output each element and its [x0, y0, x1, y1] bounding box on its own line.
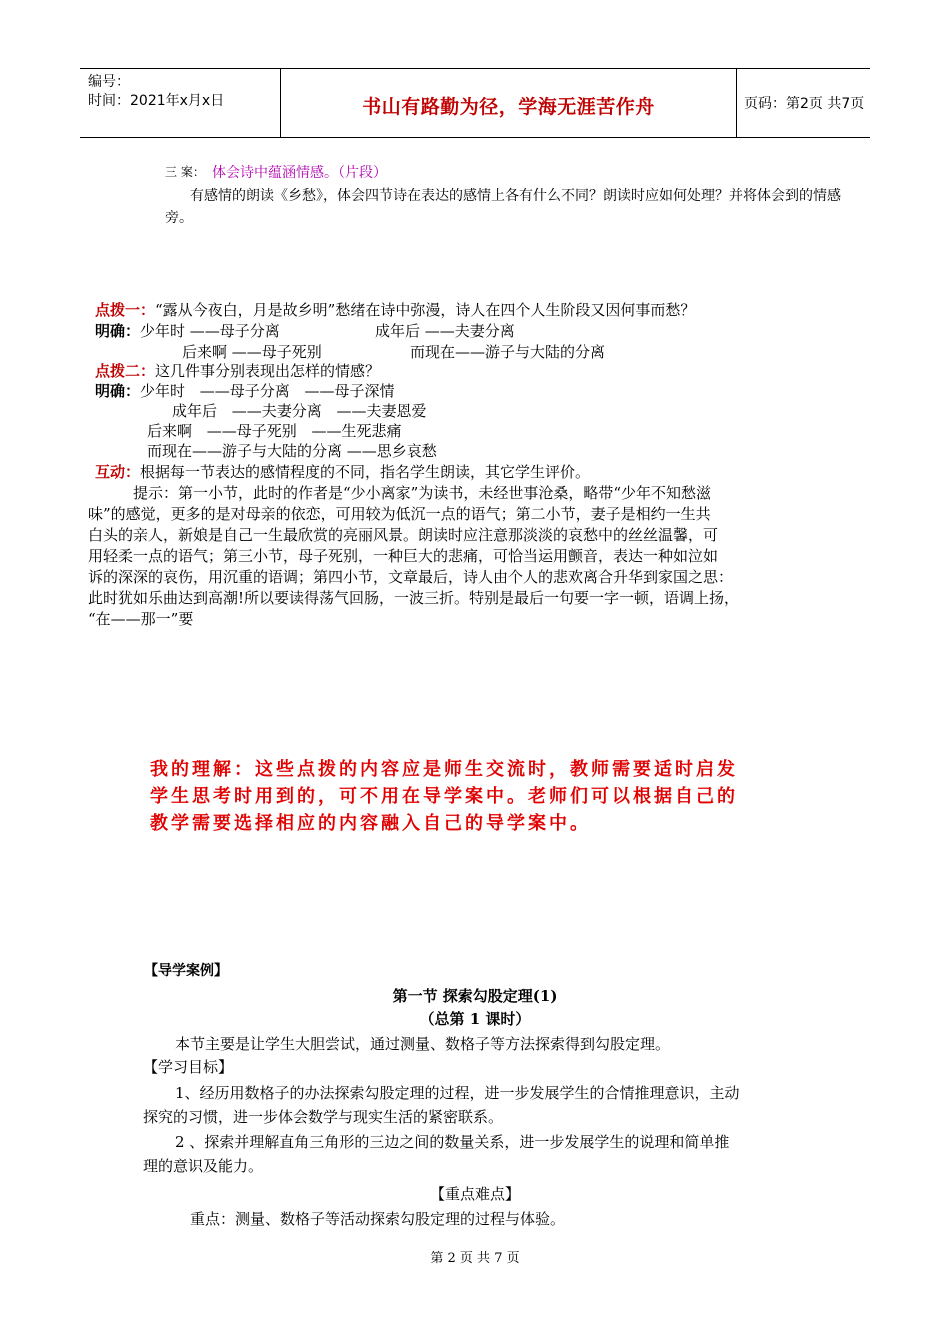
interact: [95, 461, 590, 482]
note-line-1: 我的理解：这些点拨的内容应是师生交流时，教师需要适时启发: [150, 759, 738, 780]
time-label: 时间：2021年x月x日: [88, 93, 225, 109]
case-title: 第一节 探索勾股定理(1): [392, 987, 558, 1005]
tip1: [95, 299, 695, 320]
obj2-line2: 理的意识及能力。: [143, 1157, 264, 1175]
note-line-3: 教学需要选择相应的内容融入自己的导学案中。: [150, 813, 591, 834]
hint-line-1: 提示：第一小节，此时的作者是“少小离家”为读书，未经世事沧桑，略带“少年不知愁滋: [133, 484, 712, 502]
number-label: 编号：: [88, 74, 130, 90]
clarify2-row1: [95, 380, 395, 401]
obj2-line1: 2 、探索并理解直角三角形的三边之间的数量关系，进一步发展学生的说理和简单推: [175, 1133, 730, 1151]
clarify2-line2: 成年后 ——夫妻分离 ——夫妻恩爱: [172, 402, 427, 420]
page-label: 页码：第2页 共7页: [744, 96, 865, 112]
case-intro: 本节主要是让学生大胆尝试，通过测量、数格子等方法探索得到勾股定理。: [175, 1035, 671, 1053]
clarify1-line2b: 而现在——游子与大陆的分离: [410, 343, 606, 361]
obj1-line2: 探究的习惯，进一步体会数学与现实生活的紧密联系。: [143, 1108, 504, 1126]
obj1-line1: 1、经历用数格子的办法探索勾股定理的过程，进一步发展学生的合情推理意识，主动: [175, 1084, 740, 1102]
section-text-line2: 旁。: [165, 210, 193, 226]
footer-page-number: 第 2 页 共 7 页: [430, 1251, 520, 1266]
clarify1-label: 明确：: [95, 322, 141, 340]
case-subtitle: （总第 1 课时）: [419, 1010, 531, 1028]
clarify1-line1a: 少年时 ——母子分离: [140, 322, 280, 340]
hint-line-4: 用轻柔一点的语气；第三小节，母子死别，一种巨大的悲痛，可恰当运用颤音，表达一种如泣如: [88, 547, 719, 565]
motto-text: 书山有路勤为径，学海无涯苦作舟: [362, 96, 655, 118]
interact-label: 互动：: [95, 463, 141, 481]
section-prefix: 三 案：: [165, 165, 205, 179]
header-table: [80, 68, 870, 138]
tip2: [95, 360, 380, 381]
clarify1-line1b: 成年后 ——夫妻分离: [375, 322, 515, 340]
tip1-label: 点拨一：: [95, 301, 156, 319]
tip1-text: “露从今夜白，月是故乡明”愁绪在诗中弥漫，诗人在四个人生阶段又因何事而愁？: [155, 301, 696, 319]
section-text-line1: 有感情的朗读《乡愁》，体会四节诗在表达的感情上各有什么不同？朗读时应如何处理？并将体会到的情感: [190, 188, 841, 204]
section-title: 体会诗中蕴涵情感。（片段）: [212, 165, 387, 181]
note-line-2: 学生思考时用到的，可不用在导学案中。老师们可以根据自己的: [150, 786, 738, 807]
clarify1-row1: [95, 320, 280, 341]
hint-line-2: 味”的感觉，更多的是对母亲的依恋，可用较为低沉一点的语气；第二小节，妻子是相约一生共: [88, 505, 711, 523]
key-heading: 【重点难点】: [429, 1185, 520, 1203]
hint-line-6: 此时犹如乐曲达到高潮!所以要读得荡气回肠，一波三折。特别是最后一句要一字一顿，语调上扬，: [88, 589, 740, 607]
clarify2-line1: 少年时 ——母子分离 ——母子深情: [140, 382, 395, 400]
hint-line-3: 白头的亲人，新娘是自己一生最欣赏的亮丽风景。朗读时应注意那淡淡的哀愁中的丝丝温馨，可: [88, 526, 719, 544]
hint-line-7: “在——那一”要: [88, 610, 194, 628]
interact-text: 根据每一节表达的感情程度的不同，指名学生朗读，其它学生评价。: [140, 463, 591, 481]
header-motto-cell: [280, 69, 737, 137]
clarify2-line3: 后来啊 ——母子死别 ——生死悲痛: [147, 422, 402, 440]
case-heading: 【导学案例】: [144, 963, 228, 979]
header-meta-cell: [80, 69, 280, 137]
clarify1-line2a: 后来啊 ——母子死别: [182, 343, 322, 361]
tip2-label: 点拨二：: [95, 362, 156, 380]
header-page-cell: [736, 69, 870, 137]
key-text: 重点：测量、数格子等活动探索勾股定理的过程与体验。: [190, 1210, 566, 1228]
clarify2-line4: 而现在——游子与大陆的分离 ——思乡哀愁: [147, 442, 437, 460]
tip2-text: 这几件事分别表现出怎样的情感？: [155, 362, 381, 380]
objectives-heading: 【学习目标】: [143, 1058, 234, 1076]
clarify2-label: 明确：: [95, 382, 141, 400]
hint-line-5: 诉的深深的哀伤，用沉重的语调；第四小节，文章最后，诗人由个人的悲欢离合升华到家国之思：: [88, 568, 734, 586]
